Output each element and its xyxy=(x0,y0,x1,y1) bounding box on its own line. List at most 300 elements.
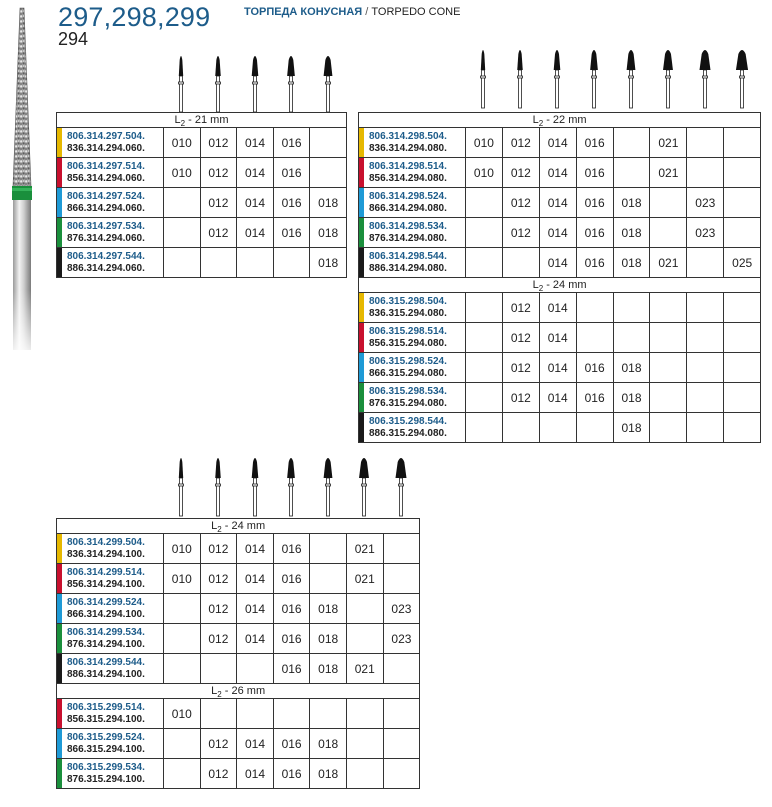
table-row xyxy=(359,323,761,353)
size-cell: 012 xyxy=(200,624,237,654)
size-cell: 018 xyxy=(310,624,347,654)
size-cell xyxy=(724,293,761,323)
size-cell: 016 xyxy=(273,158,310,188)
size-cell: 014 xyxy=(539,128,576,158)
size-cell: 012 xyxy=(502,383,539,413)
article-code-cell xyxy=(359,323,466,353)
size-cell: 014 xyxy=(539,383,576,413)
size-cell xyxy=(164,218,201,248)
length-value: - 26 mm xyxy=(221,685,266,697)
torpedo-bur-icon xyxy=(248,50,262,116)
article-code-secondary: 866.314.294.100. xyxy=(67,608,145,620)
size-cell: 016 xyxy=(576,188,613,218)
size-cell xyxy=(466,293,503,323)
article-code-primary: 806.315.298.514. xyxy=(369,325,447,337)
size-cell: 014 xyxy=(237,218,274,248)
article-code-primary: 806.314.297.534. xyxy=(67,220,145,232)
size-cell xyxy=(724,158,761,188)
size-cell xyxy=(346,729,383,759)
grit-color-stripe xyxy=(57,534,62,563)
article-code-cell xyxy=(57,624,164,654)
sizes-table-297 xyxy=(56,112,347,278)
size-cell: 012 xyxy=(200,218,237,248)
torpedo-bur-icon xyxy=(211,50,225,116)
size-cell xyxy=(613,293,650,323)
grit-color-stripe xyxy=(359,413,364,442)
article-code-secondary: 876.314.294.080. xyxy=(369,232,447,244)
table-row xyxy=(359,128,761,158)
length-value: - 24 mm xyxy=(221,520,266,532)
size-cell xyxy=(466,188,503,218)
article-code-cell xyxy=(359,188,466,218)
article-code-secondary: 866.315.294.100. xyxy=(67,743,145,755)
size-cell xyxy=(466,353,503,383)
page-subtitle: 294 xyxy=(58,29,89,49)
size-cell: 014 xyxy=(539,218,576,248)
grit-color-stripe xyxy=(359,248,364,277)
length-header xyxy=(57,519,420,534)
article-code-cell xyxy=(57,654,164,684)
size-cell: 021 xyxy=(346,534,383,564)
size-cell: 012 xyxy=(200,158,237,188)
table-row xyxy=(57,759,420,789)
article-code-primary: 806.314.298.514. xyxy=(369,160,447,172)
size-cell: 016 xyxy=(273,188,310,218)
size-cell: 016 xyxy=(576,128,613,158)
torpedo-bur-icon xyxy=(211,454,225,520)
article-code-cell xyxy=(57,248,164,278)
article-code-primary: 806.315.299.514. xyxy=(67,701,145,713)
table-row xyxy=(359,188,761,218)
article-code-secondary: 876.314.294.060. xyxy=(67,232,145,244)
length-value: - 24 mm xyxy=(543,279,587,291)
table-row xyxy=(359,413,761,443)
sizes-table-299 xyxy=(56,518,420,789)
size-cell: 018 xyxy=(310,188,347,218)
article-code-secondary: 876.314.294.100. xyxy=(67,638,145,650)
size-cell xyxy=(687,383,724,413)
size-cell xyxy=(650,218,687,248)
size-cell xyxy=(164,594,201,624)
size-cell xyxy=(346,759,383,789)
article-code-cell xyxy=(359,128,466,158)
length-symbol: L xyxy=(174,114,181,126)
grit-color-stripe xyxy=(57,654,62,683)
length-header xyxy=(57,113,347,128)
length-subscript: 2 xyxy=(217,690,222,699)
size-cell: 010 xyxy=(164,158,201,188)
size-cell xyxy=(687,353,724,383)
article-code-secondary: 866.314.294.060. xyxy=(67,202,145,214)
article-code-cell xyxy=(57,218,164,248)
table-row xyxy=(57,729,420,759)
grit-color-stripe xyxy=(359,128,364,157)
size-cell: 021 xyxy=(346,564,383,594)
size-cell: 018 xyxy=(613,218,650,248)
length-symbol: L xyxy=(532,279,539,291)
size-cell: 012 xyxy=(502,323,539,353)
article-code-secondary: 866.314.294.080. xyxy=(369,202,447,214)
diamond-bur-image xyxy=(0,0,50,360)
article-code-cell xyxy=(359,413,466,443)
size-cell: 018 xyxy=(310,218,347,248)
size-cell: 012 xyxy=(200,594,237,624)
torpedo-bur-icon xyxy=(248,454,262,520)
table-row xyxy=(359,218,761,248)
torpedo-bur-icon xyxy=(174,50,188,116)
size-cell: 016 xyxy=(576,248,613,278)
torpedo-bur-icon xyxy=(624,46,638,112)
table-row xyxy=(57,654,420,684)
article-code-secondary: 856.314.294.080. xyxy=(369,172,447,184)
size-cell xyxy=(310,564,347,594)
size-cell: 012 xyxy=(200,534,237,564)
table-row xyxy=(359,158,761,188)
table-row xyxy=(359,293,761,323)
size-cell: 025 xyxy=(724,248,761,278)
size-cell: 012 xyxy=(502,158,539,188)
grit-color-stripe xyxy=(359,383,364,412)
size-cell xyxy=(383,759,420,789)
table-row xyxy=(57,699,420,729)
product-description xyxy=(244,6,460,18)
article-code-primary: 806.315.298.544. xyxy=(369,415,447,427)
size-cell: 010 xyxy=(164,128,201,158)
size-cell: 016 xyxy=(273,564,310,594)
size-cell xyxy=(164,248,201,278)
size-cell: 014 xyxy=(237,534,274,564)
size-cell: 014 xyxy=(237,594,274,624)
article-code-cell xyxy=(57,759,164,789)
size-cell xyxy=(273,699,310,729)
length-subscript: 2 xyxy=(538,284,544,293)
size-cell xyxy=(466,323,503,353)
size-cell xyxy=(502,248,539,278)
size-cell: 021 xyxy=(346,654,383,684)
size-cell: 023 xyxy=(687,218,724,248)
size-cell xyxy=(466,383,503,413)
page-title: 297,298,299 xyxy=(58,2,211,32)
size-cell: 014 xyxy=(539,323,576,353)
grit-color-stripe xyxy=(57,729,62,758)
article-code-secondary: 836.314.294.060. xyxy=(67,142,145,154)
article-code-secondary: 836.314.294.100. xyxy=(67,548,145,560)
description-separator: / xyxy=(362,6,372,18)
grit-color-stripe xyxy=(57,248,62,277)
size-cell xyxy=(164,654,201,684)
size-cell xyxy=(613,158,650,188)
length-header xyxy=(57,684,420,699)
size-cell: 010 xyxy=(466,128,503,158)
article-code-primary: 806.315.298.504. xyxy=(369,295,447,307)
size-cell: 014 xyxy=(539,293,576,323)
size-cell: 018 xyxy=(613,248,650,278)
size-cell: 012 xyxy=(502,218,539,248)
article-code-cell xyxy=(57,534,164,564)
size-cell xyxy=(310,128,347,158)
size-cell: 014 xyxy=(237,624,274,654)
size-cell xyxy=(200,654,237,684)
torpedo-bur-icon xyxy=(513,46,527,112)
size-cell: 010 xyxy=(164,699,201,729)
size-cell xyxy=(724,353,761,383)
grit-color-stripe xyxy=(57,699,62,728)
article-code-primary: 806.314.299.544. xyxy=(67,656,145,668)
table-row xyxy=(359,383,761,413)
length-symbol: L xyxy=(211,685,218,697)
size-cell: 016 xyxy=(576,383,613,413)
grit-color-stripe xyxy=(359,293,364,322)
table-row xyxy=(359,248,761,278)
size-cell: 014 xyxy=(237,729,274,759)
article-code-secondary: 866.315.294.080. xyxy=(369,367,447,379)
grit-color-stripe xyxy=(359,323,364,352)
article-code-secondary: 856.315.294.080. xyxy=(369,337,447,349)
size-cell: 012 xyxy=(200,564,237,594)
article-code-cell xyxy=(359,383,466,413)
article-code-cell xyxy=(359,248,466,278)
article-code-primary: 806.314.297.524. xyxy=(67,190,145,202)
grit-color-stripe xyxy=(359,353,364,382)
article-code-secondary: 836.315.294.080. xyxy=(369,307,447,319)
article-code-secondary: 876.315.294.100. xyxy=(67,773,145,785)
article-code-cell xyxy=(57,128,164,158)
size-cell xyxy=(687,413,724,443)
size-cell xyxy=(346,624,383,654)
article-code-secondary: 856.314.294.060. xyxy=(67,172,145,184)
size-cell: 018 xyxy=(310,729,347,759)
length-value: - 21 mm xyxy=(185,114,229,126)
torpedo-bur-icon xyxy=(321,50,335,116)
size-cell: 010 xyxy=(466,158,503,188)
size-cell xyxy=(237,654,274,684)
size-cell xyxy=(466,413,503,443)
torpedo-bur-icon xyxy=(357,454,371,520)
torpedo-bur-icon xyxy=(321,454,335,520)
article-code-primary: 806.315.299.534. xyxy=(67,761,145,773)
size-cell xyxy=(383,534,420,564)
article-code-cell xyxy=(57,699,164,729)
size-cell: 023 xyxy=(383,594,420,624)
size-cell: 016 xyxy=(273,729,310,759)
grit-color-stripe xyxy=(57,218,62,247)
article-code-primary: 806.314.298.544. xyxy=(369,250,447,262)
article-code-secondary: 886.314.294.080. xyxy=(369,262,447,274)
article-code-primary: 806.314.297.504. xyxy=(67,130,145,142)
size-cell xyxy=(650,353,687,383)
size-cell: 016 xyxy=(576,158,613,188)
grit-color-stripe xyxy=(57,564,62,593)
article-code-cell xyxy=(359,353,466,383)
size-cell xyxy=(383,564,420,594)
size-cell xyxy=(687,293,724,323)
grit-color-stripe xyxy=(57,594,62,623)
size-cell: 012 xyxy=(200,188,237,218)
sizes-table-298 xyxy=(358,112,761,443)
size-cell xyxy=(724,323,761,353)
torpedo-bur-icon xyxy=(698,46,712,112)
size-cell: 012 xyxy=(502,353,539,383)
size-cell: 016 xyxy=(273,534,310,564)
size-cell: 012 xyxy=(502,188,539,218)
article-code-cell xyxy=(359,218,466,248)
size-cell xyxy=(237,248,274,278)
size-cell: 012 xyxy=(200,729,237,759)
size-cell xyxy=(724,128,761,158)
article-code-primary: 806.315.298.524. xyxy=(369,355,447,367)
size-cell: 016 xyxy=(576,353,613,383)
size-cell: 010 xyxy=(164,564,201,594)
size-cell xyxy=(346,699,383,729)
size-cell xyxy=(650,383,687,413)
grit-color-stripe xyxy=(57,128,62,157)
table-row xyxy=(57,188,347,218)
article-code-secondary: 856.315.294.100. xyxy=(67,713,145,725)
table-row xyxy=(57,624,420,654)
table-row xyxy=(57,128,347,158)
article-code-primary: 806.315.298.534. xyxy=(369,385,447,397)
size-cell: 018 xyxy=(310,759,347,789)
size-cell xyxy=(650,323,687,353)
torpedo-bur-icon xyxy=(661,46,675,112)
length-symbol: L xyxy=(532,114,539,126)
torpedo-bur-icon xyxy=(394,454,408,520)
size-cell xyxy=(200,248,237,278)
table-row xyxy=(57,158,347,188)
size-cell: 016 xyxy=(273,128,310,158)
size-cell: 014 xyxy=(539,158,576,188)
description-ru: ТОРПЕДА КОНУСНАЯ xyxy=(244,6,363,18)
table-row xyxy=(57,534,420,564)
size-cell: 016 xyxy=(273,624,310,654)
size-cell: 012 xyxy=(200,759,237,789)
size-cell xyxy=(466,218,503,248)
size-cell xyxy=(310,699,347,729)
size-cell xyxy=(576,323,613,353)
torpedo-bur-icon xyxy=(284,454,298,520)
size-cell: 018 xyxy=(613,383,650,413)
size-cell xyxy=(310,534,347,564)
article-code-secondary: 886.314.294.060. xyxy=(67,262,145,274)
size-cell: 018 xyxy=(310,594,347,624)
article-code-primary: 806.314.298.534. xyxy=(369,220,447,232)
size-cell: 014 xyxy=(539,188,576,218)
size-cell: 014 xyxy=(237,564,274,594)
size-cell: 014 xyxy=(237,759,274,789)
size-cell: 014 xyxy=(237,158,274,188)
article-code-primary: 806.314.298.504. xyxy=(369,130,447,142)
torpedo-bur-icon xyxy=(174,454,188,520)
size-cell: 018 xyxy=(613,413,650,443)
size-cell xyxy=(164,759,201,789)
size-cell xyxy=(310,158,347,188)
size-cell: 018 xyxy=(310,248,347,278)
article-code-cell xyxy=(57,564,164,594)
size-cell xyxy=(687,128,724,158)
size-cell xyxy=(650,293,687,323)
article-code-cell xyxy=(57,188,164,218)
article-code-primary: 806.314.299.524. xyxy=(67,596,145,608)
torpedo-bur-icon xyxy=(587,46,601,112)
size-cell: 016 xyxy=(576,218,613,248)
grit-color-stripe xyxy=(359,188,364,217)
size-cell xyxy=(200,699,237,729)
size-cell: 014 xyxy=(539,248,576,278)
grit-color-stripe xyxy=(359,218,364,247)
article-code-primary: 806.314.299.534. xyxy=(67,626,145,638)
size-cell: 010 xyxy=(164,534,201,564)
size-cell: 018 xyxy=(310,654,347,684)
size-cell xyxy=(576,413,613,443)
length-subscript: 2 xyxy=(217,525,222,534)
size-cell: 018 xyxy=(613,188,650,218)
size-cell xyxy=(502,413,539,443)
torpedo-bur-icon xyxy=(550,46,564,112)
length-header xyxy=(359,113,761,128)
size-cell xyxy=(164,729,201,759)
article-code-primary: 806.314.297.544. xyxy=(67,250,145,262)
size-cell: 016 xyxy=(273,218,310,248)
article-code-primary: 806.314.297.514. xyxy=(67,160,145,172)
article-code-secondary: 886.314.294.100. xyxy=(67,668,145,680)
size-cell xyxy=(164,188,201,218)
length-value: - 22 mm xyxy=(543,114,587,126)
size-cell: 012 xyxy=(502,293,539,323)
article-code-primary: 806.314.299.514. xyxy=(67,566,145,578)
table-row xyxy=(57,248,347,278)
article-code-cell xyxy=(57,594,164,624)
description-en: TORPEDO CONE xyxy=(371,6,461,18)
grit-color-stripe xyxy=(57,158,62,187)
size-cell: 012 xyxy=(502,128,539,158)
article-code-cell xyxy=(57,729,164,759)
size-cell: 021 xyxy=(650,248,687,278)
table-row xyxy=(57,218,347,248)
size-cell xyxy=(273,248,310,278)
size-cell xyxy=(687,323,724,353)
length-symbol: L xyxy=(211,520,218,532)
size-cell: 023 xyxy=(687,188,724,218)
article-code-secondary: 836.314.294.080. xyxy=(369,142,447,154)
size-cell xyxy=(724,218,761,248)
size-cell xyxy=(383,699,420,729)
size-cell: 023 xyxy=(383,624,420,654)
size-cell xyxy=(346,594,383,624)
table-row xyxy=(359,353,761,383)
size-cell: 014 xyxy=(237,188,274,218)
size-cell xyxy=(724,383,761,413)
article-code-cell xyxy=(359,158,466,188)
article-code-primary: 806.314.299.504. xyxy=(67,536,145,548)
size-cell: 012 xyxy=(200,128,237,158)
size-cell xyxy=(576,293,613,323)
grit-color-stripe xyxy=(57,188,62,217)
size-cell: 021 xyxy=(650,128,687,158)
size-cell: 021 xyxy=(650,158,687,188)
size-cell: 016 xyxy=(273,759,310,789)
article-code-secondary: 876.315.294.080. xyxy=(369,397,447,409)
size-cell xyxy=(724,188,761,218)
torpedo-bur-icon xyxy=(476,46,490,112)
size-cell xyxy=(164,624,201,654)
article-code-cell xyxy=(57,158,164,188)
article-code-cell xyxy=(359,293,466,323)
table-row xyxy=(57,564,420,594)
size-cell xyxy=(650,188,687,218)
size-cell: 014 xyxy=(539,353,576,383)
length-header xyxy=(359,278,761,293)
length-subscript: 2 xyxy=(180,119,186,128)
